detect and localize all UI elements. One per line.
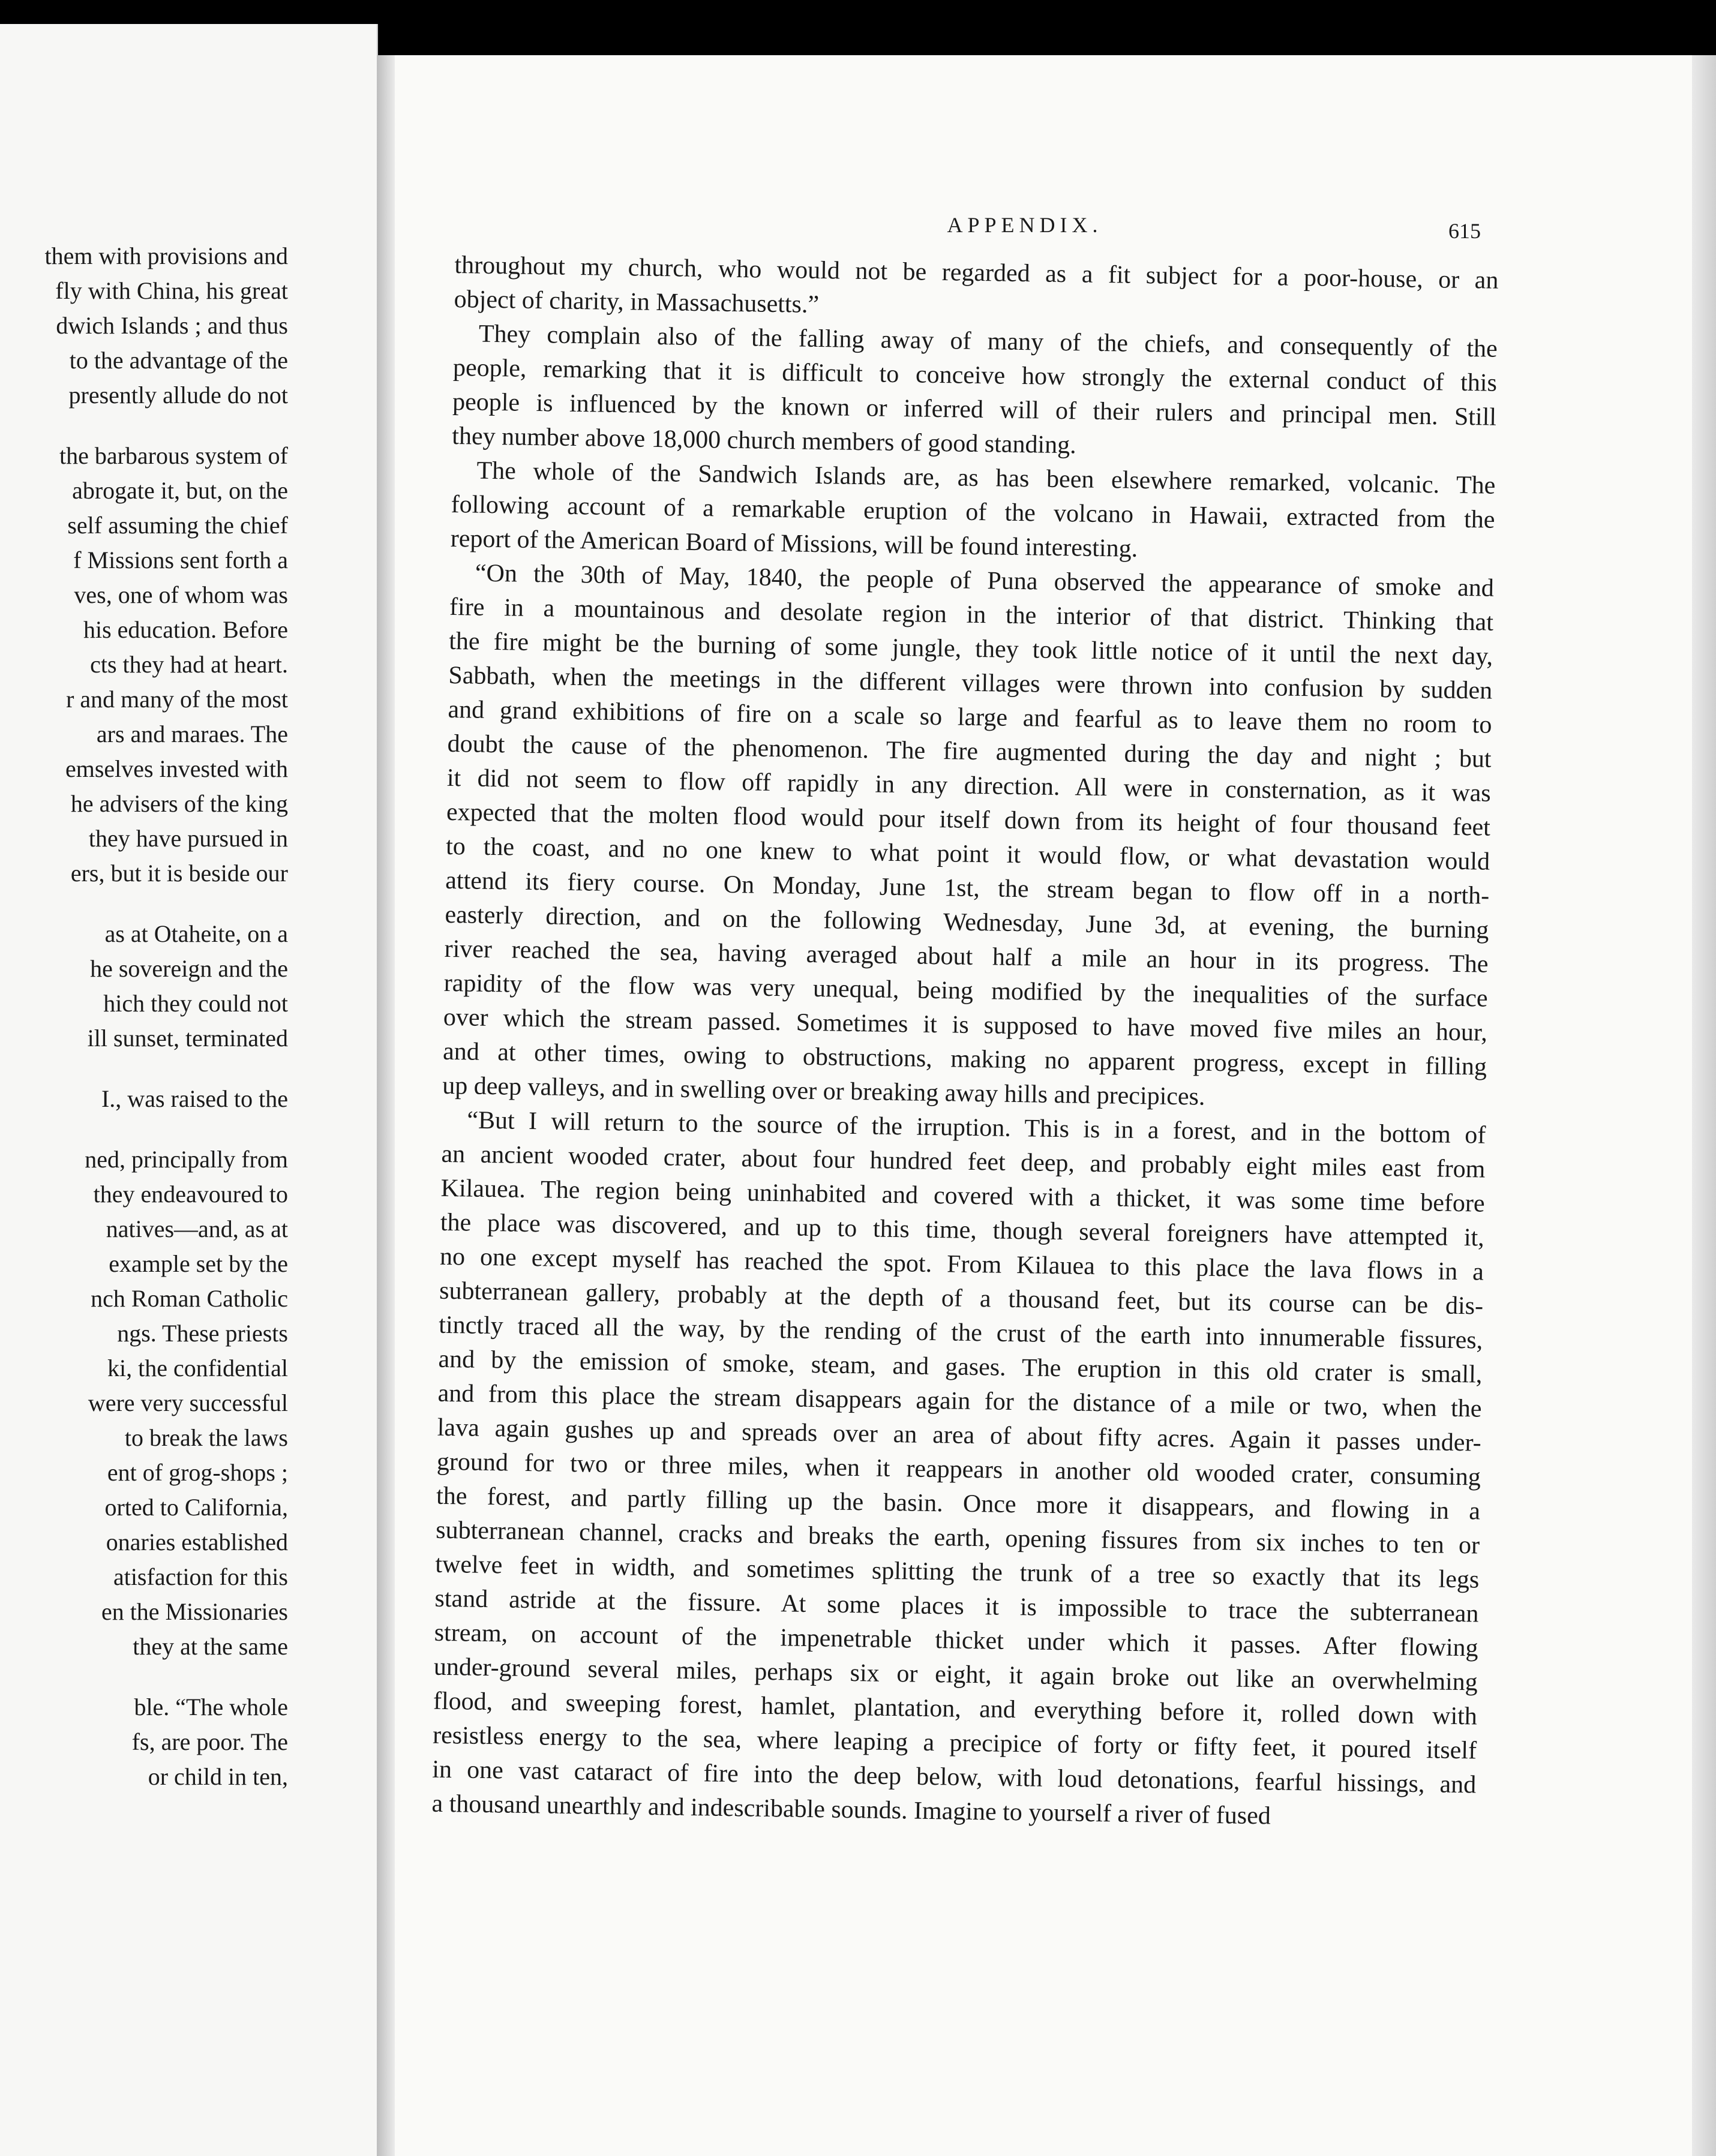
left-text-line: presently allude do not: [68, 382, 288, 409]
left-text-line: he advisers of the king: [70, 790, 288, 817]
left-text-line: to the advantage of the: [69, 347, 288, 374]
text-line: up deep valleys, and in swelling over or breaking away hills and precipices.: [442, 1071, 1205, 1111]
left-text-line: natives—and, as at: [106, 1215, 288, 1242]
text-line: following account of a remarkable eruption of the volcano in Hawaii, extracted from the: [451, 490, 1495, 534]
text-line: stream, on account of the impenetrable thicket under which it passes. After flowing: [434, 1618, 1478, 1662]
right-page: [395, 55, 1716, 2156]
left-text-line: they at the same: [133, 1633, 288, 1660]
page-number: 615: [1448, 219, 1481, 243]
text-line: the place was discovered, and up to this time, though several foreigners have attempted it,: [440, 1208, 1485, 1252]
left-text-line: as at Otaheite, on a: [104, 920, 288, 947]
left-text-line: I., was raised to the: [101, 1085, 288, 1112]
left-page-text: [0, 239, 288, 1794]
left-page: [0, 24, 378, 2156]
left-text-line: or child in ten,: [148, 1763, 288, 1790]
text-line: ground for two or three miles, when it reappears in another old wooded crater, consuming: [436, 1448, 1481, 1491]
left-text-line: r and many of the most: [66, 686, 288, 713]
text-line: people is influenced by the known or inferred will of their rulers and principal men. Still: [452, 388, 1497, 431]
text-line: report of the American Board of Missions, will be found interesting.: [450, 524, 1138, 563]
left-text-line: ars and maraes. The: [96, 720, 288, 747]
left-text-line: ble. “The whole: [134, 1693, 288, 1720]
text-line: “But I will return to the source of the irruption. This is in a forest, and in the bottom of: [467, 1106, 1486, 1149]
paragraph-gap: [0, 1664, 288, 1690]
running-head: APPENDIX.: [947, 213, 1103, 237]
text-line: to the coast, and no one knew to what point it would flow, or what devastation would: [445, 832, 1490, 876]
left-text-line: ngs. These priests: [117, 1320, 288, 1347]
paragraph-gap: [0, 413, 288, 439]
text-line: and by the emission of smoke, steam, and gases. The eruption in this old crater is small,: [438, 1345, 1483, 1389]
text-line: under-ground several miles, perhaps six or eight, it again broke out like an overwhelming: [433, 1653, 1478, 1696]
left-text-line: en the Missionaries: [101, 1598, 288, 1625]
left-text-line: the barbarous system of: [59, 442, 288, 469]
body-text: [431, 248, 1499, 1837]
text-line: it did not seem to flow off rapidly in any direction. All were in consternation, as it was: [446, 764, 1492, 807]
left-text-line: onaries established: [106, 1529, 288, 1556]
text-line: Sabbath, when the meetings in the different villages were thrown into confusion by sudden: [448, 661, 1493, 705]
text-line: and from this place the stream disappears again for the distance of a mile or two, when the: [437, 1379, 1482, 1423]
text-line: lava again gushes up and spreads over an area of about fifty acres. Again it passes under-: [437, 1413, 1481, 1457]
text-line: subterranean gallery, probably at the depth of a thousand feet, but its course can be dis-: [439, 1277, 1484, 1320]
text-line: the forest, and partly filling up the basin. Once more it disappears, and flowing in a: [436, 1482, 1481, 1526]
left-text-line: he sovereign and the: [90, 955, 288, 982]
text-line: the fire might be the burning of some jungle, they took little notice of it until the next day,: [448, 627, 1493, 671]
left-text-line: dwich Islands ; and thus: [56, 312, 288, 339]
text-line: river reached the sea, having averaged about half a mile an hour in its progress. The: [444, 935, 1489, 978]
left-text-line: ned, principally from: [85, 1146, 288, 1173]
left-text-line: fs, are poor. The: [131, 1728, 288, 1755]
text-line: fire in a mountainous and desolate region in the interior of that district. Thinking that: [449, 593, 1494, 636]
left-text-line: ent of grog-shops ;: [107, 1459, 288, 1486]
text-line: “On the 30th of May, 1840, the people of Puna observed the appearance of smoke and: [475, 559, 1495, 602]
text-line: Kilauea. The region being uninhabited and covered with a thicket, it was some time before: [440, 1174, 1485, 1218]
text-line: a thousand unearthly and indescribable sounds. Imagine to yourself a river of fused: [431, 1789, 1271, 1830]
left-text-line: ill sunset, terminated: [87, 1025, 288, 1052]
text-line: attend its fiery course. On Monday, June 1st, the stream began to flow off in a north-: [445, 866, 1490, 910]
left-text-line: ves, one of whom was: [74, 581, 288, 608]
text-line: easterly direction, and on the following Wednesday, June 3d, at evening, the burning: [445, 900, 1489, 944]
paragraph-gap: [0, 1116, 288, 1142]
text-line: and grand exhibitions of fire on a scale so large and fearful as to leave them no room to: [448, 695, 1492, 739]
left-text-line: were very successful: [88, 1389, 288, 1416]
left-text-line: to break the laws: [124, 1424, 288, 1451]
text-line: The whole of the Sandwich Islands are, as has been elsewhere remarked, volcanic. The: [476, 457, 1496, 500]
text-line: doubt the cause of the phenomenon. The fire augmented during the day and night ; but: [447, 729, 1492, 773]
left-text-line: atisfaction for this: [113, 1563, 288, 1590]
text-line: subterranean channel, cracks and breaks the earth, opening fissures from six inches to ten or: [435, 1516, 1480, 1560]
page-edge: [1692, 55, 1716, 2156]
left-text-line: f Missions sent forth a: [73, 546, 288, 573]
book-gutter: [377, 55, 395, 2156]
text-line: rapidity of the flow was very unequal, being modified by the inequalities of the surface: [443, 969, 1488, 1013]
left-text-line: emselves invested with: [65, 755, 288, 782]
paragraph-gap: [0, 1056, 288, 1082]
left-text-line: orted to California,: [104, 1494, 288, 1521]
left-text-line: they endeavoured to: [93, 1181, 288, 1208]
text-line: they number above 18,000 church members of good standing.: [452, 422, 1077, 460]
left-text-line: them with provisions and: [44, 242, 288, 269]
text-line: in one vast cataract of fire into the deep below, with loud detonations, fearful hissings, and: [432, 1755, 1477, 1799]
text-line: tinctly traced all the way, by the rending of the crust of the earth into innumerable fissures,: [439, 1311, 1483, 1355]
left-text-line: cts they had at heart.: [90, 651, 288, 678]
text-line: an ancient wooded crater, about four hundred feet deep, and probably eight miles east from: [441, 1140, 1486, 1184]
left-text-line: ers, but it is beside our: [70, 860, 288, 887]
left-text-line: fly with China, his great: [55, 277, 288, 304]
text-line: flood, and sweeping forest, hamlet, plantation, and everything before it, rolled down with: [433, 1687, 1478, 1731]
text-line: and at other times, owing to obstructions, making no apparent progress, except in filling: [442, 1037, 1487, 1081]
text-line: twelve feet in width, and sometimes splitting the trunk of a tree so exactly that its legs: [435, 1550, 1480, 1594]
text-line: throughout my church, who would not be regarded as a fit subject for a poor-house, or an: [454, 251, 1499, 295]
text-line: object of charity, in Massachusetts.”: [454, 285, 820, 319]
left-text-line: they have pursued in: [88, 825, 288, 852]
left-text-line: abrogate it, but, on the: [72, 477, 288, 504]
left-text-line: his education. Before: [83, 616, 288, 643]
text-line: resistless energy to the sea, where leaping a precipice of forty or fifty feet, it poured itself: [432, 1721, 1477, 1765]
left-text-line: ki, the confidential: [107, 1355, 288, 1382]
text-line: people, remarking that it is difficult to conceive how strongly the external conduct of this: [452, 353, 1498, 397]
left-text-line: self assuming the chief: [67, 512, 288, 539]
page-header: [395, 212, 1716, 248]
text-line: They complain also of the falling away of many of the chiefs, and consequently of the: [478, 320, 1498, 363]
left-text-line: nch Roman Catholic: [91, 1285, 288, 1312]
text-line: over which the stream passed. Sometimes it is supposed to have moved five miles an hour,: [443, 1003, 1488, 1047]
text-line: no one except myself has reached the spot. From Kilauea to this place the lava flows in a: [439, 1242, 1484, 1286]
left-text-line: example set by the: [109, 1250, 288, 1277]
text-line: stand astride at the fissure. At some places it is impossible to trace the subterranean: [434, 1584, 1479, 1628]
left-text-line: hich they could not: [103, 990, 288, 1017]
text-line: expected that the molten flood would pour itself down from its height of four thousand feet: [446, 798, 1491, 842]
paragraph-gap: [0, 891, 288, 917]
